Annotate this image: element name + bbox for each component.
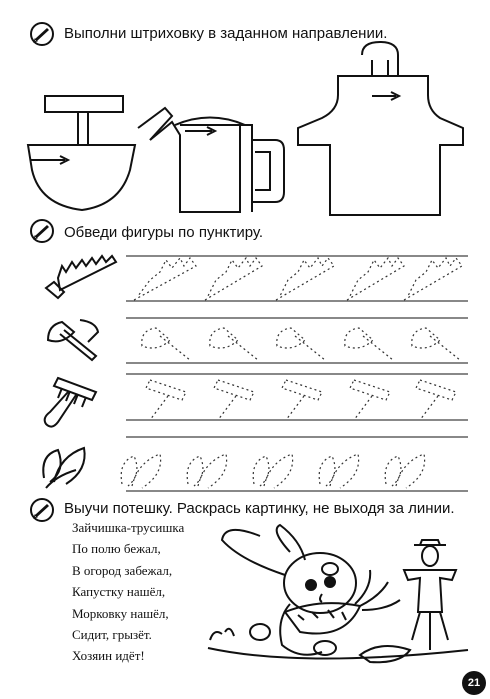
poem-line: Морковку нашёл, <box>72 605 169 621</box>
carrot <box>285 603 360 633</box>
poem-line: Зайчишка-трусишка <box>72 520 185 535</box>
bunny-ears <box>222 530 285 575</box>
poem-line: Хозяин идёт! <box>72 648 145 664</box>
task-1-instruction: Выполни штриховку в заданном направлении. <box>64 25 388 42</box>
poem-line: Капустку нашёл, <box>72 584 166 600</box>
page-number: 21 <box>462 671 486 695</box>
task-3-instruction: Выучи потешку. Раскрась картинку, не выходя за линии. <box>64 500 455 517</box>
poem-line: В огород забежал, <box>72 562 173 578</box>
poem-line: Сидит, грызёт. <box>72 627 152 643</box>
poem-line: По полю бежал, <box>72 541 161 557</box>
task-2-instruction: Обведи фигуры по пунктиру. <box>64 224 264 241</box>
